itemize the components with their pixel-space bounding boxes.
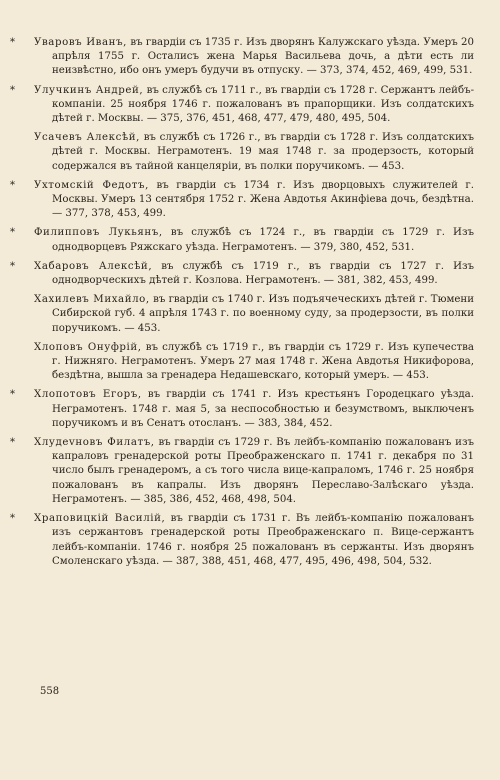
- entry: * Филипповъ Лукьянъ, въ службѣ съ 1724 г., въ гвардiи съ 1729 г. Изъ однодворцевъ Ряжскаго уѣзда. Неграмотенъ. — 379, 380, 452, 531.: [10, 227, 474, 253]
- entry-name: Уваровъ Иванъ,: [34, 37, 127, 48]
- page-number: 558: [40, 686, 60, 697]
- entry-name: Хабаровъ Алексѣй,: [34, 260, 153, 272]
- entry-name: Храповицкiй Василiй,: [34, 513, 166, 525]
- entry: [34, 341, 474, 384]
- entry-text: въ службѣ съ 1726 г., въ гвардiи съ 1728 г. Изъ солдатскихъ дѣтей г. Москвы. Неграмотенъ. 19 мая 1748 г. за продерзость, который содержался въ тайной канцелярiи, въ полки поручикомъ. — 453.: [52, 132, 475, 172]
- entry: * Храповицкiй Василiй, въ гвардiи съ 1731 г. Въ лейбъ-компанiю пожалованъ изъ сержантовъ гренадерской роты Преображенскаго п. Вице-сержантъ лейбъ-компанiи. 1746 г. ноября 25 пожалованъ въ сержанты. Изъ дворянъ Смоленскаго уѣзда. — 387, 388, 451, 468, 477, 495, 496, 498, 504, 532.: [10, 513, 474, 567]
- entry-name: Улучкинъ Андрей,: [34, 84, 144, 96]
- entry: * Уваровъ Иванъ, въ гвардiи съ 1735 г. Изъ дворянъ Калужскаго уѣзда. Умеръ 20 апрѣля 1755 г. Осталисъ жена Марья Васильева дочь, а дѣти есть ли неизвѣстно, ибо онъ умеръ будучи въ отпуску. — 373, 374, 452, 469, 499, 531.: [10, 37, 474, 77]
- entry-text: въ гвардiи съ 1740 г. Изъ подъячеческихъ дѣтей г. Тюмени Сибирской губ. 4 апрѣля 1743 г. по военному суду, за продерзости, въ полки поручикомъ. — 453.: [52, 294, 474, 334]
- entry-name: Усачевъ Алексѣй,: [34, 132, 140, 144]
- entry-name: Филипповъ Лукьянъ,: [34, 227, 163, 239]
- entry: * Хлудеvновъ Филатъ, въ гвардiи съ 1729 г. Въ лейбъ-компанiю пожалованъ изъ капраловъ гренадерской роты Преображенскаго п. 1741 г. декабря по 31 число былъ гренадеромъ, а съ того числа вице-капраломъ, 1746 г. 25 ноября пожалованъ въ капралы. Изъ дворянъ Переславо-Залѣскаго уѣзда. Неграмотенъ. — 385, 386, 452, 468, 498, 504.: [10, 437, 474, 505]
- entry-text: въ службѣ съ 1719 г., въ гвардiи съ 1729 г. Изъ купечества г. Нижняго. Неграмотенъ. Умеръ 27 мая 1748 г. Жена Авдотья Никифорова, бездѣтна, вышла за гренадера Недашевскаго, который умеръ. — 453.: [52, 341, 474, 382]
- entry-text: въ службѣ съ 1724 г., въ гвардiи съ 1729 г. Изъ однодворцевъ Ряжскаго уѣзда. Неграмотенъ. — 379, 380, 452, 531.: [52, 227, 474, 253]
- entry-text: въ службѣ съ 1719 г., въ гвардiи съ 1727 г. Изъ однодворческихъ дѣтей г. Козлова. Неграмотенъ. — 381, 382, 453, 499.: [52, 260, 475, 287]
- entry-name: Хлоповъ Онуфрiй,: [34, 341, 142, 353]
- entry: * Улучкинъ Андрей, въ службѣ съ 1711 г., въ гвардiи съ 1728 г. Сержантъ лейбъ-компанiи. 25 ноября 1746 г. пожалованъ въ прапорщики. Изъ солдатскихъ дѣтей г. Москвы. — 375, 376, 451, 468, 477, 479, 480, 495, 504.: [10, 84, 475, 125]
- entry: * Хлопотовъ Егоръ, въ гвардiи съ 1741 г. Изъ крестьянъ Городецкаго уѣзда. Неграмотенъ. 1748 г. мая 5, за неспособностью и безумствомъ, выключенъ поручикомъ и въ Сенатъ отосланъ. — 383, 384, 452.: [10, 389, 474, 429]
- entry-text: въ гвардiи съ 1741 г. Изъ крестьянъ Городецкаго уѣзда. Неграмотенъ. 1748 г. мая 5, за неспособностью и безумствомъ, выключенъ поручикомъ и въ Сенатъ отосланъ. — 383, 384, 452.: [52, 389, 474, 429]
- entry-name: Хлопотовъ Егоръ,: [34, 389, 142, 401]
- entry-name: Хлудеvновъ Филатъ,: [34, 437, 155, 449]
- entry: * Ухтомскiй Федотъ, въ гвардiи съ 1734 г. Изъ дворцовыхъ служителей г. Москвы. Умеръ 13 сентября 1752 г. Жена Авдотья Акинфiева дочь, бездѣтна. — 377, 378, 453, 499.: [10, 179, 474, 220]
- entry-text: въ гвардiи съ 1729 г. Въ лейбъ-компанiю пожалованъ изъ капраловъ гренадерской роты Преображенскаго п. 1741 г. декабря по 31 число былъ гренадеромъ, а съ того числа вице-капраломъ, 1746 г. 25 ноября пожалованъ въ капралы. Изъ дворянъ Переславо-Залѣскаго уѣзда. Неграмотенъ. — 385, 386, 452, 468, 498, 504.: [52, 437, 474, 505]
- entry-name: Хахилевъ Михайло,: [34, 294, 150, 306]
- entry-text: въ гвардiи съ 1735 г. Изъ дворянъ Калужскаго уѣзда. Умеръ 20 апрѣля 1755 г. Осталисъ жена Марья Васильева дочь, а дѣти есть ли неизвѣстно, ибо онъ умеръ будучи въ отпуску. — 373, 374, 452, 469, 499, 531.: [52, 37, 474, 77]
- entry: [34, 131, 474, 174]
- entry-name: Ухтомскiй Федотъ,: [34, 179, 149, 191]
- entries-list: [10, 36, 475, 574]
- entry: [34, 293, 474, 336]
- entry-text: въ гвардiи съ 1734 г. Изъ дворцовыхъ служителей г. Москвы. Умеръ 13 сентября 1752 г. Жена Авдотья Акинфiева дочь, бездѣтна. — 377, 378, 453, 499.: [52, 179, 474, 220]
- entry-text: въ службѣ съ 1711 г., въ гвардiи съ 1728 г. Сержантъ лейбъ-компанiи. 25 ноября 1746 г. пожалованъ въ прапорщики. Изъ солдатскихъ дѣтей г. Москвы. — 375, 376, 451, 468, 477, 479, 480, 495, 504.: [52, 84, 475, 125]
- entry-text: въ гвардiи съ 1731 г. Въ лейбъ-компанiю пожалованъ изъ сержантовъ гренадерской роты Преображенскаго п. Вице-сержантъ лейбъ-компанiи. 1746 г. ноября 25 пожалованъ въ сержанты. Изъ дворянъ Смоленскаго уѣзда. — 387, 388, 451, 468, 477, 495, 496, 498, 504, 532.: [52, 513, 474, 567]
- entry: * Хабаровъ Алексѣй, въ службѣ съ 1719 г., въ гвардiи съ 1727 г. Изъ однодворческихъ дѣтей г. Козлова. Неграмотенъ. — 381, 382, 453, 499.: [10, 260, 475, 287]
